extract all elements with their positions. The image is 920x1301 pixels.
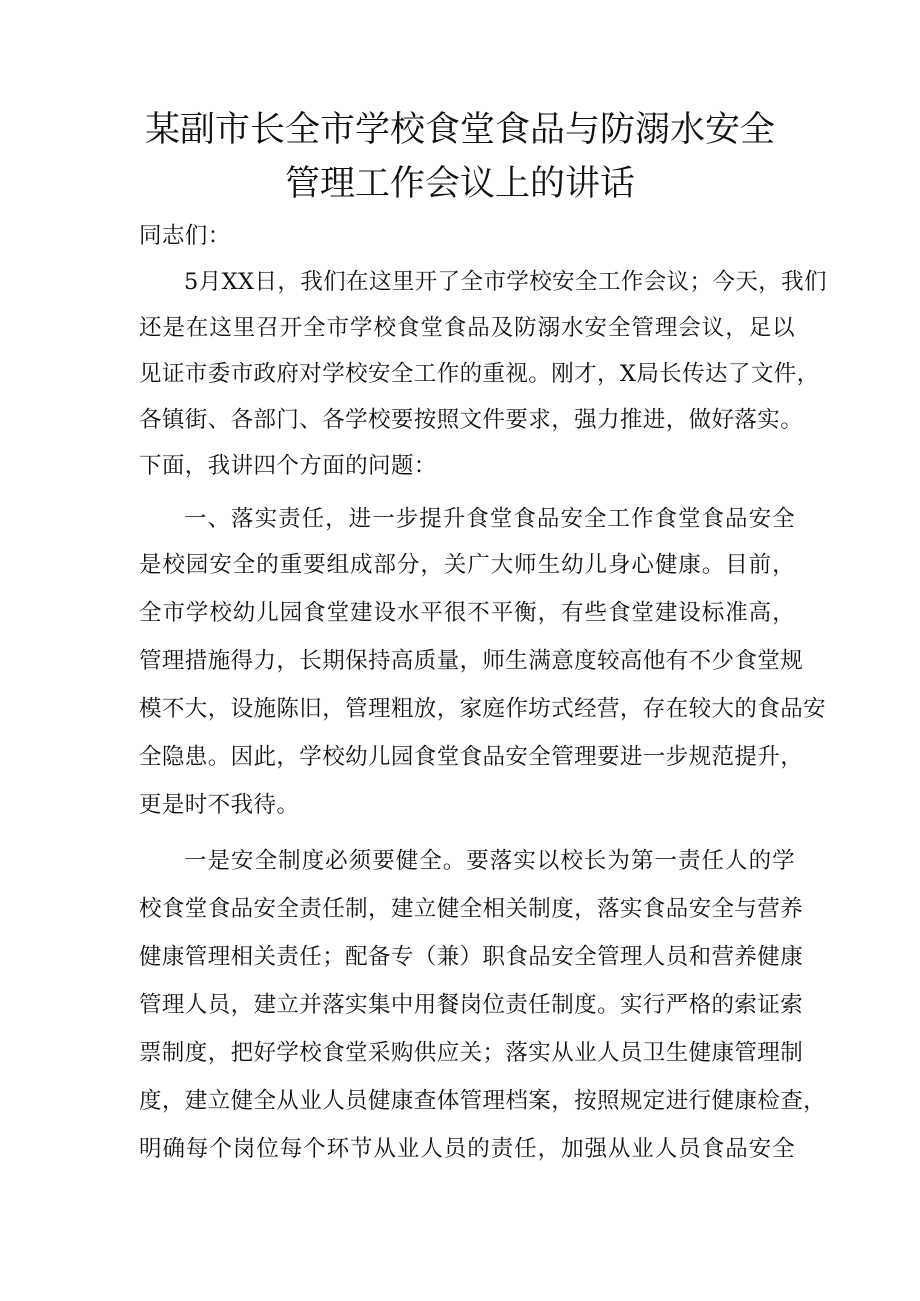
paragraph-2-line-4: 管理措施得力，长期保持高质量，师生满意度较高他有不少食堂规 <box>139 648 804 674</box>
paragraph-3-line-3: 健康管理相关责任；配备专（兼）职食品安全管理人员和营养健康 <box>139 944 804 970</box>
paragraph-3-line-2: 校食堂食品安全责任制，建立健全相关制度，落实食品安全与营养 <box>139 896 804 922</box>
paragraph-2-line-2: 是校园安全的重要组成部分，关广大师生幼儿身心健康。目前， <box>139 552 795 578</box>
paragraph-1-line-5: 下面，我讲四个方面的问题： <box>139 453 437 479</box>
salutation: 同志们： <box>139 223 231 249</box>
paragraph-1-line-3: 见证市委市政府对学校安全工作的重视。刚才，X局长传达了文件， <box>139 361 820 387</box>
document-title-line-1: 某副市长全市学校食堂食品与防溺水安全 <box>144 110 775 150</box>
paragraph-1-line-4: 各镇街、各部门、各学校要按照文件要求，强力推进，做好落实。 <box>139 407 804 433</box>
paragraph-2-line-1: 一、落实责任，进一步提升食堂食品安全工作食堂食品安全 <box>184 506 795 532</box>
paragraph-2-line-7: 更是时不我待。 <box>139 792 300 818</box>
paragraph-1-line-2: 还是在这里召开全市学校食堂食品及防溺水安全管理会议，足以 <box>139 315 795 341</box>
paragraph-2-line-6: 全隐患。因此，学校幼儿园食堂食品安全管理要进一步规范提升， <box>139 744 804 770</box>
document-title-line-2: 管理工作会议上的讲话 <box>284 164 635 204</box>
paragraph-1-line-1: 5月XX日，我们在这里开了全市学校安全工作会议；今天，我们 <box>184 269 827 295</box>
paragraph-3-line-7: 明确每个岗位每个环节从业人员的责任，加强从业人员食品安全 <box>139 1136 795 1162</box>
paragraph-3-line-1: 一是安全制度必须要健全。要落实以校长为第一责任人的学 <box>184 848 795 874</box>
paragraph-3-line-4: 管理人员，建立并落实集中用餐岗位责任制度。实行严格的索证索 <box>139 992 804 1018</box>
paragraph-2-line-5: 模不大，设施陈旧，管理粗放，家庭作坊式经营，存在较大的食品安 <box>139 696 827 722</box>
paragraph-3-line-6: 度，建立健全从业人员健康查体管理档案，按照规定进行健康检查， <box>139 1088 827 1114</box>
paragraph-2-line-3: 全市学校幼儿园食堂建设水平很不平衡，有些食堂建设标准高， <box>139 600 795 626</box>
paragraph-3-line-5: 票制度，把好学校食堂采购供应关；落实从业人员卫生健康管理制 <box>139 1040 804 1066</box>
